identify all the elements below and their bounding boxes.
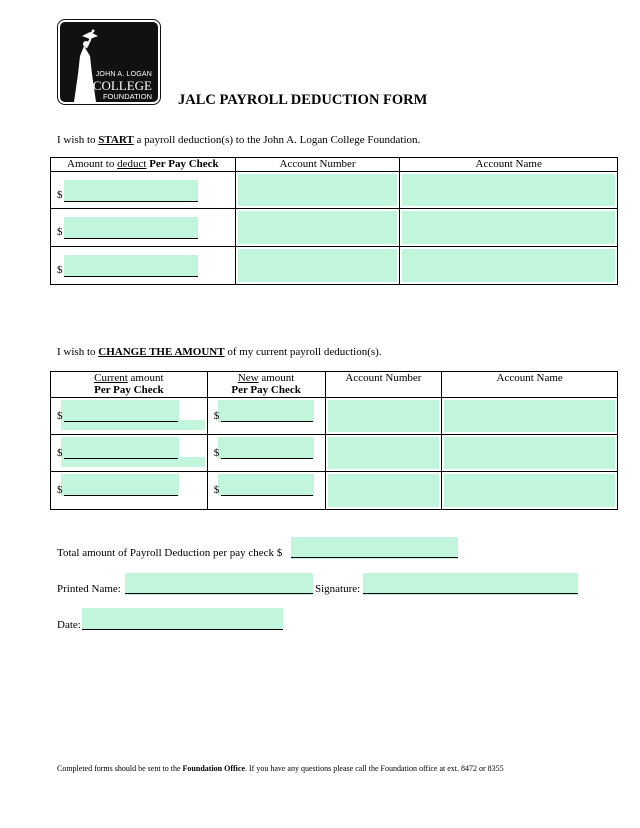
- change-deduction-table: [50, 371, 618, 510]
- change-new-input-2[interactable]: [218, 437, 314, 459]
- change-col-current: Current amount Per Pay Check: [51, 372, 208, 398]
- college-foundation-logo: [58, 20, 160, 104]
- change-current-input-3[interactable]: [61, 474, 179, 496]
- form-title: JALC PAYROLL DEDUCTION FORM: [178, 92, 428, 108]
- change-account-name-cell: [442, 472, 618, 510]
- change-current-cell: $: [51, 435, 208, 472]
- change-current-cell: $: [51, 472, 208, 510]
- change-col-account-number: Account Number: [325, 372, 442, 398]
- change-account-number-cell: [325, 398, 442, 435]
- table-row: [51, 472, 618, 510]
- start-col-account-name: Account Name: [400, 158, 618, 172]
- change-account-number-cell: [325, 435, 442, 472]
- start-amount-input-2[interactable]: [64, 217, 198, 239]
- table-row: [51, 398, 618, 435]
- table-row: [51, 247, 618, 285]
- change-current-input-1[interactable]: [61, 400, 179, 422]
- date-input[interactable]: [82, 608, 283, 630]
- logo-line-1: JOHN A. LOGAN: [95, 71, 152, 78]
- start-account-number-cell: [235, 209, 400, 247]
- start-amount-cell: $: [51, 209, 236, 247]
- date-label: Date:: [57, 619, 81, 631]
- change-account-number-cell: [325, 472, 442, 510]
- footer-note: Completed forms should be sent to the Foundation Office. If you have any questions please call the Foundation office at ext. 8472 or 8355: [57, 764, 504, 773]
- change-new-cell: $: [207, 398, 325, 435]
- start-deduction-table: [50, 157, 618, 285]
- table-row: [51, 435, 618, 472]
- change-instruction: I wish to CHANGE THE AMOUNT of my current payroll deduction(s).: [57, 346, 382, 358]
- start-account-name-cell: [400, 247, 618, 285]
- change-account-name-input-1[interactable]: [444, 400, 615, 432]
- start-account-number-input-3[interactable]: [238, 249, 398, 282]
- change-account-name-input-3[interactable]: [444, 474, 615, 507]
- start-account-name-cell: [400, 172, 618, 209]
- change-new-input-3[interactable]: [218, 474, 314, 496]
- total-amount-input[interactable]: [291, 537, 458, 559]
- table-row: [51, 172, 618, 209]
- logo-line-2: COLLEGE: [92, 78, 152, 93]
- change-keyword: CHANGE THE AMOUNT: [98, 346, 225, 358]
- start-account-number-cell: [235, 247, 400, 285]
- printed-name-input[interactable]: [125, 573, 313, 595]
- change-new-input-1[interactable]: [218, 400, 314, 422]
- change-current-input-2[interactable]: [61, 437, 179, 459]
- start-amount-cell: $: [51, 247, 236, 285]
- start-account-number-input-2[interactable]: [238, 211, 398, 244]
- change-current-cell: $: [51, 398, 208, 435]
- start-account-number-cell: [235, 172, 400, 209]
- start-instruction: I wish to START a payroll deduction(s) to the John A. Logan College Foundation.: [57, 134, 421, 146]
- signature-input[interactable]: [363, 573, 578, 595]
- change-account-name-cell: [442, 435, 618, 472]
- start-account-number-input-1[interactable]: [238, 174, 398, 206]
- start-col-amount: Amount to deduct Per Pay Check: [51, 158, 236, 172]
- start-account-name-input-1[interactable]: [402, 174, 615, 206]
- table-row: [51, 209, 618, 247]
- change-account-number-input-1[interactable]: [328, 400, 440, 432]
- start-amount-input-1[interactable]: [64, 180, 198, 202]
- start-account-name-cell: [400, 209, 618, 247]
- total-amount-label: Total amount of Payroll Deduction per pay check $: [57, 547, 283, 559]
- start-keyword: START: [98, 134, 134, 146]
- change-account-name-cell: [442, 398, 618, 435]
- change-account-name-input-2[interactable]: [444, 437, 615, 469]
- change-new-cell: $: [207, 435, 325, 472]
- start-amount-input-3[interactable]: [64, 255, 198, 277]
- change-new-cell: $: [207, 472, 325, 510]
- change-account-number-input-2[interactable]: [328, 437, 440, 469]
- start-account-name-input-2[interactable]: [402, 211, 615, 244]
- logo-line-3: FOUNDATION: [102, 92, 152, 101]
- start-col-account-number: Account Number: [235, 158, 400, 172]
- start-account-name-input-3[interactable]: [402, 249, 615, 282]
- change-account-number-input-3[interactable]: [328, 474, 440, 507]
- start-amount-cell: $: [51, 172, 236, 209]
- printed-name-label: Printed Name:: [57, 583, 121, 595]
- change-col-new: New amount Per Pay Check: [207, 372, 325, 398]
- change-col-account-name: Account Name: [442, 372, 618, 398]
- signature-label: Signature:: [315, 583, 361, 595]
